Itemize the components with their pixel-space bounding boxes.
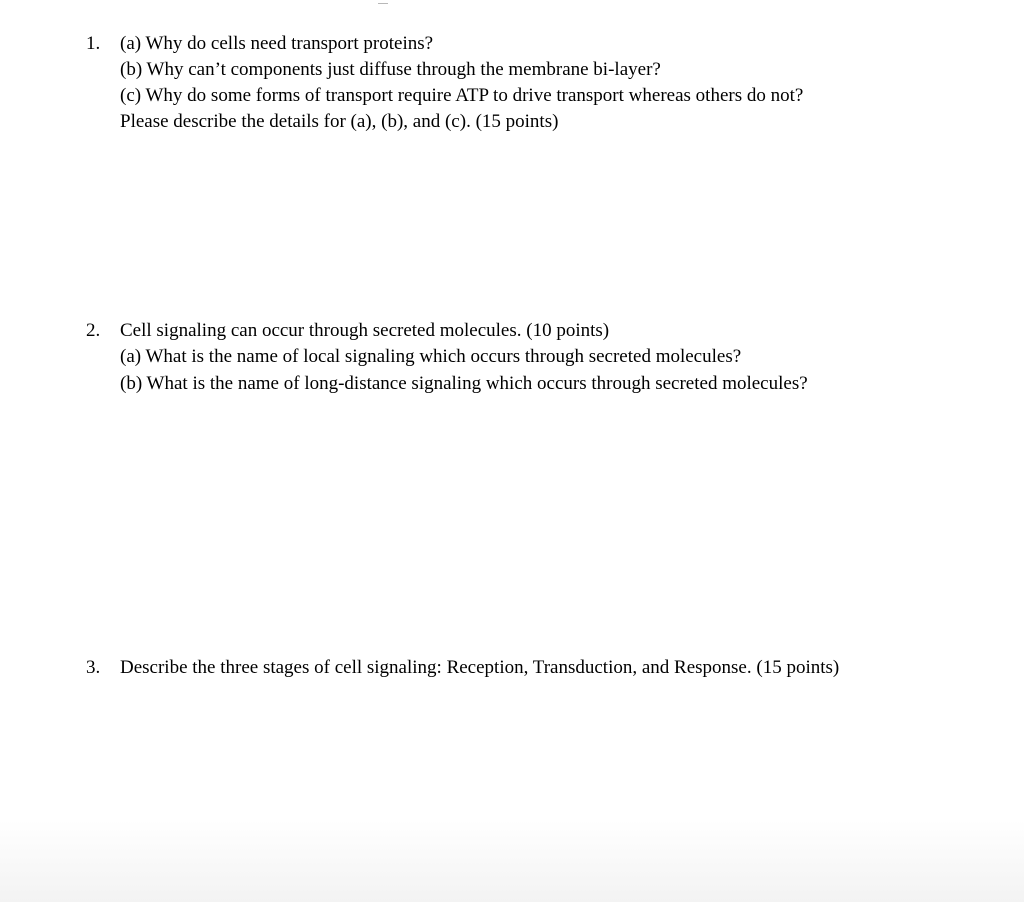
question-1-part-b: (b) Why can’t components just diffuse through the membrane bi-layer? (120, 59, 661, 80)
question-1-part-a: (a) Why do cells need transport proteins? (120, 33, 434, 54)
question-1-part-c: (c) Why do some forms of transport require ATP to drive transport whereas others do not? (120, 85, 804, 106)
question-1-number: 1. (86, 33, 101, 54)
question-2-part-a: (a) What is the name of local signaling which occurs through secreted molecules? (120, 346, 742, 367)
question-2-number: 2. (86, 320, 101, 341)
question-3-number: 3. (86, 657, 101, 678)
question-3-prompt: Describe the three stages of cell signaling: Reception, Transduction, and Response. (15 points) (120, 657, 840, 678)
page-top-mark (378, 0, 388, 4)
question-2-part-b: (b) What is the name of long-distance signaling which occurs through secreted molecules? (120, 373, 808, 394)
question-1-instructions: Please describe the details for (a), (b), and (c). (15 points) (120, 111, 559, 132)
question-2-prompt: Cell signaling can occur through secreted molecules. (10 points) (120, 320, 610, 341)
